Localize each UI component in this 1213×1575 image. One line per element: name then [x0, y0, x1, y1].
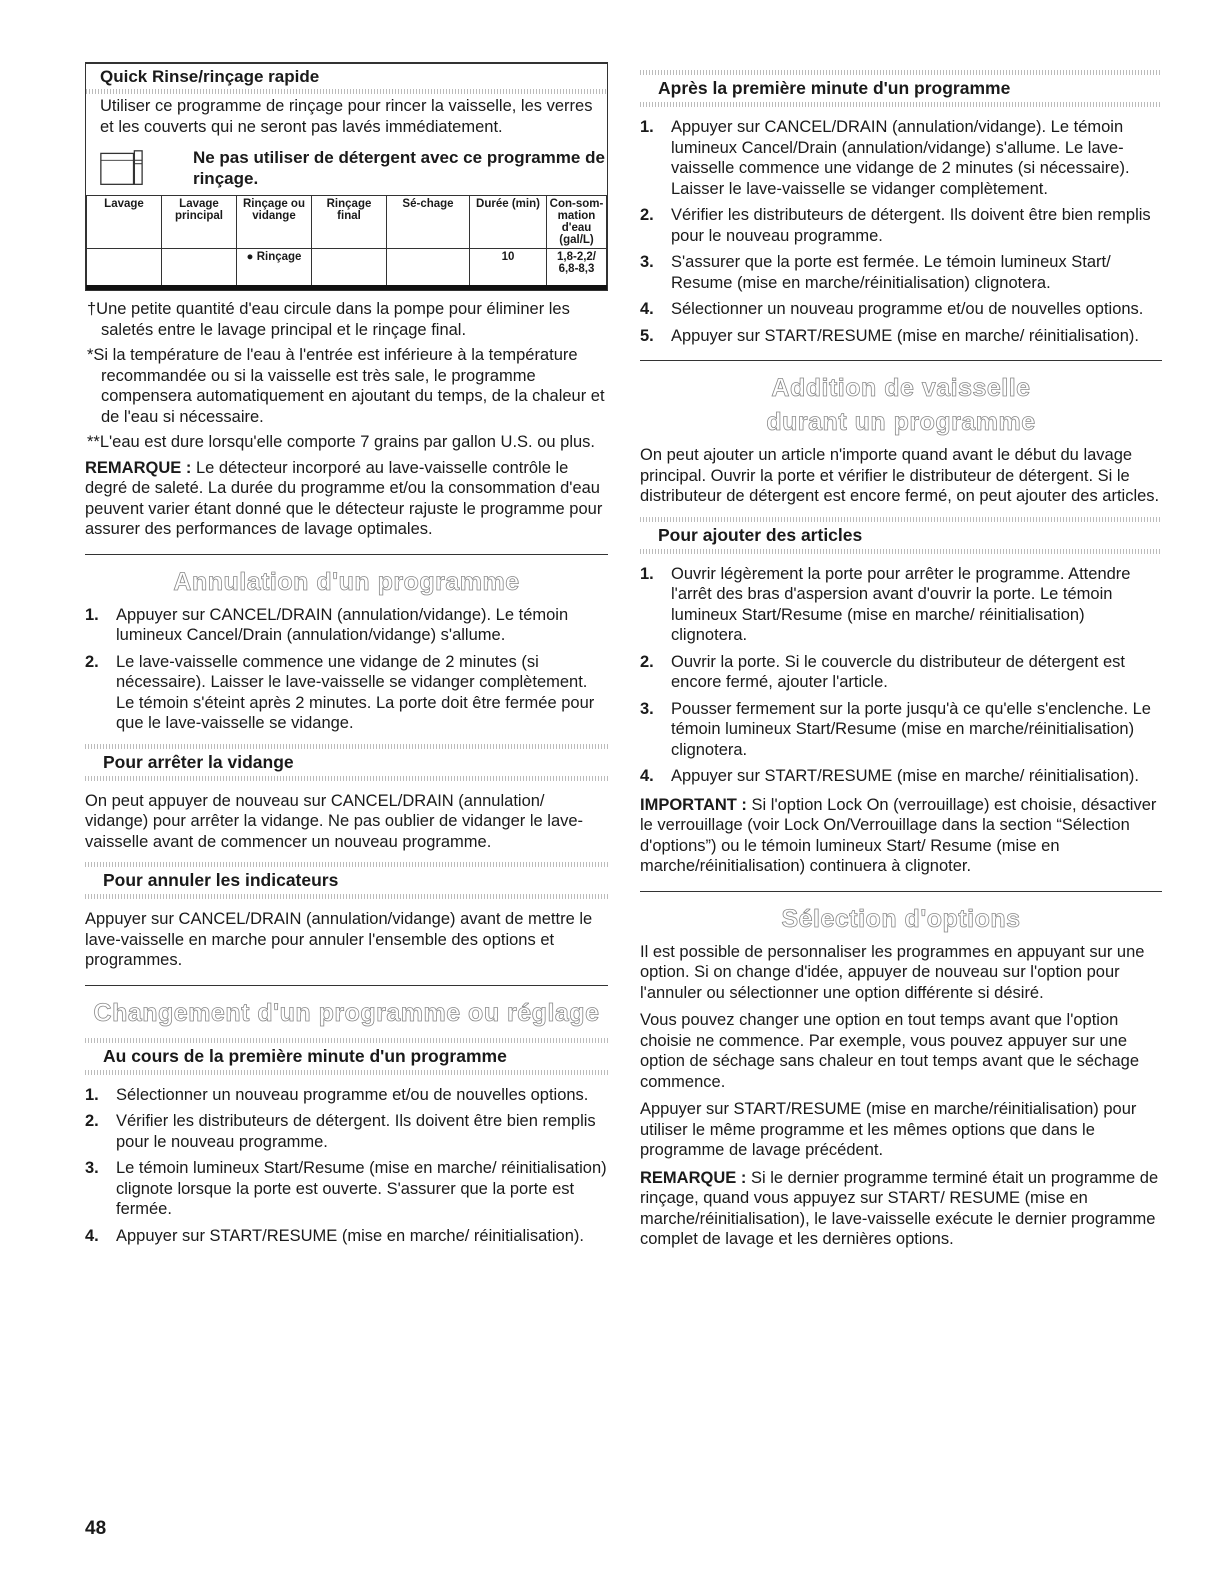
- add-items-title: Pour ajouter des articles: [658, 524, 863, 545]
- section-rule: [85, 554, 608, 555]
- section-title-addition-2: durant un programme: [766, 408, 1036, 436]
- paragraph: Vous pouvez changer une option en tout temps avant que l'option choisie ne commence. Par exemple, vous pouvez appuyer sur une option de séchage sans chaleur en tout temps avant que le séchage commence.: [640, 1011, 1140, 1091]
- section-title-changement: Changement d'un programme ou réglage: [93, 998, 600, 1027]
- table-cell: [162, 249, 237, 288]
- footnotes: [85, 299, 608, 453]
- remark: [85, 458, 608, 540]
- list-item: 1. Sélectionner un nouveau programme et/ou de nouvelles options.: [85, 1085, 589, 1104]
- important-label: IMPORTANT :: [640, 795, 747, 814]
- cancel-indicators-title: Pour annuler les indicateurs: [103, 870, 339, 890]
- footnote: **L'eau est dure lorsqu'elle comporte 7 grains par gallon U.S. ou plus.: [87, 433, 596, 451]
- first-minute-steps: [85, 1085, 608, 1247]
- cancel-indicators-text: Appuyer sur CANCEL/DRAIN (annulation/vidange) avant de mettre le lave-vaisselle en marche pour annuler l'ensemble des options et programmes.: [85, 910, 593, 969]
- list-item: 4. Sélectionner un nouveau programme et/ou de nouvelles options.: [640, 300, 1144, 318]
- section-title-addition-1: Addition de vaisselle: [771, 374, 1031, 402]
- list-item: 5. Appuyer sur START/RESUME (mise en marche/ réinitialisation).: [640, 326, 1139, 345]
- remark-text: Si le dernier programme terminé était un programme de rinçage, quand vous appuyez sur START/ RESUME (mise en marche/réinitialisation), le lave-vaisselle exécute le dernier programme complet de lavage et les dernières options.: [640, 1168, 1159, 1248]
- section-rule: [85, 985, 608, 986]
- right-column: [640, 62, 1162, 1257]
- list-item: 4. Appuyer sur START/RESUME (mise en marche/ réinitialisation).: [640, 767, 1139, 785]
- remark-text: Le détecteur incorporé au lave-vaisselle contrôle le degré de saleté. La durée du programme et/ou la consommation d'eau peuvent varier étant donné que le détecteur rajuste le programme pour assurer des performances de lavage optimales.: [85, 458, 603, 538]
- table-row: [87, 249, 607, 288]
- table-header: Lavage principal: [162, 196, 237, 249]
- table-header: Durée (min): [470, 196, 547, 249]
- table-header: Lavage: [87, 196, 162, 249]
- remark-label: REMARQUE :: [85, 458, 192, 477]
- remark-label: REMARQUE :: [640, 1168, 747, 1187]
- table-cell: [312, 249, 387, 288]
- list-item: 2. Le lave-vaisselle commence une vidange de 2 minutes (si nécessaire). Laisser le lave-vaisselle se vidanger complètement. Le témoin s'éteint après 2 minutes. La porte doit être fermée pour que le lave-vaisselle se vidange.: [85, 652, 595, 732]
- after-minute-title: Après la première minute d'un programme: [658, 78, 1011, 98]
- quick-rinse-title: Quick Rinse/rinçage rapide: [86, 64, 607, 89]
- list-item: 3. S'assurer que la porte est fermée. Le témoin lumineux Start/ Resume (mise en marche/réinitialisation) clignotera.: [640, 253, 1111, 292]
- warning-text: Ne pas utiliser de détergent avec ce programme de rinçage.: [192, 148, 605, 188]
- no-detergent-warning: [86, 147, 607, 189]
- important-note: [640, 795, 1162, 877]
- first-minute-title: Au cours de la première minute d'un programme: [103, 1045, 507, 1066]
- annulation-steps: [85, 605, 608, 734]
- list-item: 3. Le témoin lumineux Start/Resume (mise en marche/ réinitialisation) clignote lorsque la porte est ouverte. S'assurer que la porte est fermée.: [85, 1159, 607, 1218]
- stop-drain-block: [85, 744, 608, 781]
- remark: [640, 1168, 1162, 1250]
- dishwasher-icon: [100, 147, 143, 189]
- table-header: Con-som-mation d'eau (gal/L): [547, 196, 607, 249]
- add-items-steps: [640, 564, 1162, 787]
- important-text: Si l'option Lock On (verrouillage) est choisie, désactiver le verrouillage (voir Lock On/Verrouillage dans la section “Sélection d'options”) ou le témoin lumineux Start/ Resume (mise en marche/réinitialisation) continuera à clignoter.: [640, 795, 1157, 875]
- cycle-table: [86, 195, 607, 290]
- table-header: Sé-chage: [387, 196, 470, 249]
- list-item: 3. Pousser fermement sur la porte jusqu'à ce qu'elle s'enclenche. Le témoin lumineux Start/Resume (mise en marche/réinitialisation) clignotera.: [640, 699, 1151, 759]
- table-header: Rinçage ou vidange: [237, 196, 312, 249]
- table-header-row: [87, 196, 607, 249]
- page-number: 48: [85, 1518, 107, 1539]
- section-rule: [640, 891, 1162, 892]
- cancel-indicators-block: [85, 862, 608, 899]
- add-items-block: [640, 517, 1162, 554]
- list-item: 4. Appuyer sur START/RESUME (mise en marche/ réinitialisation).: [85, 1226, 584, 1245]
- list-item: 2. Ouvrir la porte. Si le couvercle du distributeur de détergent est encore fermé, ajouter l'article.: [640, 652, 1125, 691]
- quick-rinse-box: [85, 62, 608, 291]
- stop-drain-text: On peut appuyer de nouveau sur CANCEL/DRAIN (annulation/ vidange) pour arrêter la vidange. Ne pas oublier de vidanger le lave-vaisselle avant de commencer un nouveau programme.: [85, 791, 584, 851]
- list-item: 1. Appuyer sur CANCEL/DRAIN (annulation/vidange). Le témoin lumineux Cancel/Drain (annulation/vidange) s'allume.: [85, 605, 569, 644]
- table-cell: 1,8-2,2/ 6,8-8,3: [547, 249, 607, 288]
- table-cell: [387, 249, 470, 288]
- section-title-selection: Sélection d'options: [781, 904, 1021, 933]
- table-cell: [87, 249, 162, 288]
- quick-rinse-intro: Utiliser ce programme de rinçage pour rincer la vaisselle, les verres et les couverts qui ne seront pas lavés immédiatement.: [100, 97, 593, 136]
- list-item: 1. Appuyer sur CANCEL/DRAIN (annulation/vidange). Le témoin lumineux Cancel/Drain (annulation/vidange) s'allume. Le lave-vaisselle commence une vidange de 2 minutes (si nécessaire). Laisser le lave-vaisselle se vidanger complètement.: [640, 118, 1130, 198]
- section-rule: [640, 360, 1162, 361]
- table-cell: 10: [470, 249, 547, 288]
- addition-intro: On peut ajouter un article n'importe quand avant le début du lavage principal. Ouvrir la porte et vérifier le distributeur de détergent. Si le distributeur de détergent est encore fermé, on peut ajouter des articles.: [640, 446, 1160, 505]
- after-minute-block: [640, 70, 1162, 107]
- paragraph: Appuyer sur START/RESUME (mise en marche/réinitialisation) pour utiliser le même programme et les mêmes options que dans le programme de lavage précédent.: [640, 1100, 1137, 1159]
- first-minute-block: [85, 1038, 608, 1075]
- list-item: 2. Vérifier les distributeurs de détergent. Ils doivent être bien remplis pour le nouveau programme.: [640, 206, 1151, 245]
- list-item: 1. Ouvrir légèrement la porte pour arrêter le programme. Attendre l'arrêt des bras d'aspersion avant d'ouvrir la porte. Le témoin lumineux Start/Resume (mise en marche/ réinitialisation) clignotera.: [640, 564, 1131, 644]
- footnote: *Si la température de l'eau à l'entrée est inférieure à la température recommandée ou si la vaisselle est très sale, le programme compensera automatiquement en ajoutant du temps, de la chaleur et de l'eau si nécessaire.: [87, 346, 605, 426]
- list-item: 2. Vérifier les distributeurs de détergent. Ils doivent être bien remplis pour le nouveau programme.: [85, 1112, 596, 1151]
- section-title-annulation: Annulation d'un programme: [173, 567, 520, 596]
- left-column: [85, 62, 608, 1254]
- paragraph: Il est possible de personnaliser les programmes en appuyant sur une option. Si on change d'idée, appuyer de nouveau sur l'option pour l'annuler ou sélectionner une option différente si désiré.: [640, 942, 1145, 1002]
- after-minute-steps: [640, 117, 1162, 346]
- footnote: †Une petite quantité d'eau circule dans la pompe pour éliminer les saletés entre le lavage principal et le rinçage final.: [87, 300, 570, 339]
- table-cell: ● Rinçage: [237, 249, 312, 288]
- stop-drain-title: Pour arrêter la vidange: [103, 751, 294, 772]
- table-header: Rinçage final: [312, 196, 387, 249]
